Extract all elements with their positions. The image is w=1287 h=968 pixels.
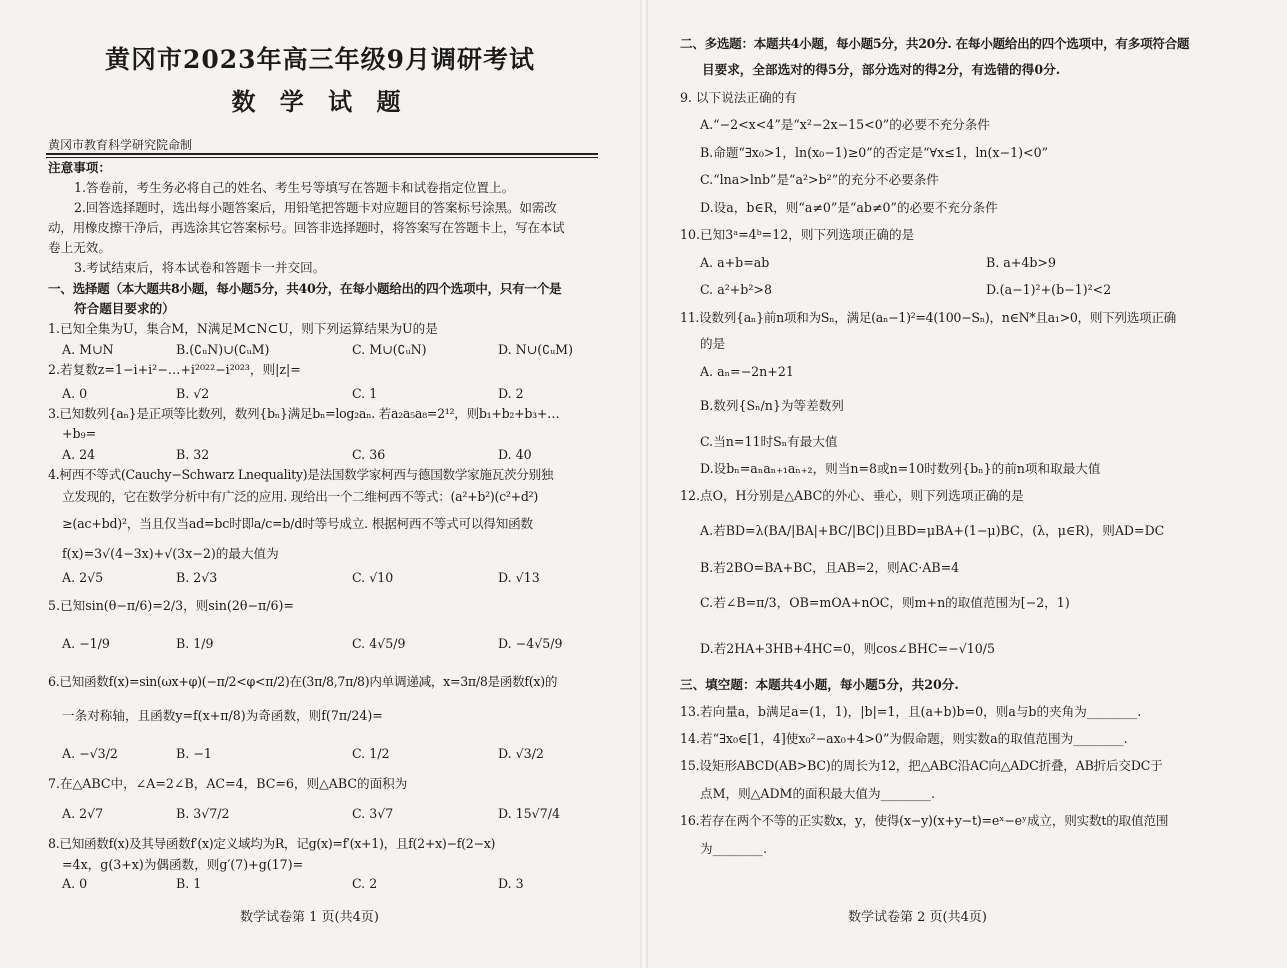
- option-a: A. −√3/2: [62, 746, 118, 761]
- section-heading: 三、填空题：本题共4小题，每小题5分，共20分.: [680, 677, 959, 692]
- notice-heading: 注意事项：: [48, 160, 111, 175]
- option-c: C.“lna>lnb”是“a²>b²”的充分不必要条件: [700, 172, 939, 187]
- question-11: 11.设数列{aₙ}前n项和为Sₙ，满足(aₙ−1)²=4(100−Sₙ)，n∈N*且a₁>0，则下列选项正确: [680, 310, 1176, 325]
- option-b: B.若2BO=BA+BC，且AB=2，则AC·AB=4: [700, 560, 960, 575]
- question-3: 3.已知数列{aₙ}是正项等比数列，数列{bₙ}满足bₙ=log₂aₙ. 若a₂a₅a₈=2¹²，则b₁+b₂+b₃+…: [48, 406, 560, 421]
- option-d: D.设bₙ=aₙaₙ₊₁aₙ₊₂，则当n=8或n=10时数列{bₙ}的前n项和取最大值: [700, 461, 1101, 476]
- option-d: D. 3: [498, 876, 524, 891]
- question-4-cont: 立发现的，它在数学分析中有广泛的应用. 现给出一个二维柯西不等式：(a²+b²)(c²+d²): [62, 489, 538, 504]
- option-b: B.命题“∃x₀>1，ln(x₀−1)≥0”的否定是“∀x≤1，ln(x−1)<0”: [700, 145, 1049, 160]
- option-b: B. 1: [176, 876, 202, 891]
- question-8: 8.已知函数f(x)及其导函数f′(x)定义域均为R，记g(x)=f′(x+1)，且f(2+x)−f(2−x): [48, 836, 496, 851]
- option-a: A. M∪N: [62, 342, 114, 357]
- option-b: B. 32: [176, 447, 210, 462]
- issuer: 黄冈市教育科学研究院命制: [48, 138, 193, 152]
- question-6: 6.已知函数f(x)=sin(ωx+φ)(−π/2<φ<π/2)在(3π/8,7π/8)内单调递减，x=3π/8是函数f(x)的: [48, 674, 558, 689]
- question-6-cont: 一条对称轴，且函数y=f(x+π/8)为奇函数，则f(7π/24)=: [62, 708, 383, 723]
- question-15-cont: 点M，则△ADM的面积最大值为________.: [700, 786, 935, 801]
- option-c: C. 3√7: [352, 806, 394, 821]
- section-heading: 符合题目要求的）: [74, 301, 175, 316]
- question-13: 13.若向量a，b满足a=(1，1)，|b|=1，且(a+b)b=0，则a与b的夹角为________.: [680, 704, 1142, 719]
- page-2: [648, 0, 1287, 968]
- option-c: C.当n=11时Sₙ有最大值: [700, 434, 838, 449]
- option-d: D.设a，b∈R，则“a≠0”是“ab≠0”的必要不充分条件: [700, 200, 998, 215]
- option-c: C. 36: [352, 447, 386, 462]
- divider: [46, 153, 598, 155]
- question-16: 16.若存在两个不等的正实数x，y，使得(x−y)(x+y−t)=eˣ−eʸ成立，则实数t的取值范围: [680, 813, 1169, 828]
- option-d: D.(a−1)²+(b−1)²<2: [986, 282, 1112, 297]
- option-b: B. √2: [176, 386, 210, 401]
- option-d: D. 2: [498, 386, 524, 401]
- option-b: B. 2√3: [176, 570, 218, 585]
- question-12: 12.点O，H分别是△ABC的外心、垂心，则下列选项正确的是: [680, 488, 1024, 503]
- option-c: C. 1: [352, 386, 378, 401]
- section-heading: 二、多选题：本题共4小题，每小题5分，共20分. 在每小题给出的四个选项中，有多项符合题: [680, 36, 1190, 51]
- notice-line: 3.考试结束后，将本试卷和答题卡一并交回。: [74, 260, 326, 275]
- option-d: D. √13: [498, 570, 540, 585]
- option-a: A. aₙ=−2n+21: [700, 364, 794, 379]
- option-c: C. 1/2: [352, 746, 390, 761]
- question-11-cont: 的是: [700, 336, 726, 351]
- page-1: [0, 0, 640, 968]
- question-4: 4.柯西不等式(Cauchy−Schwarz Lnequality)是法国数学家柯西与德国数学家施瓦茨分别独: [48, 467, 554, 482]
- option-c: C.若∠B=π/3，OB=mOA+nOC，则m+n的取值范围为[−2，1): [700, 595, 1070, 610]
- option-b: B. 3√7/2: [176, 806, 230, 821]
- question-8-cont: =4x，g(3+x)为偶函数，则g′(7)+g(17)=: [62, 857, 304, 872]
- option-d: D. N∪(∁ᵤM): [498, 342, 573, 357]
- option-d: D. 40: [498, 447, 532, 462]
- option-a: A. 2√5: [62, 570, 104, 585]
- option-b: B. a+4b>9: [986, 255, 1056, 270]
- option-c: C. 2: [352, 876, 378, 891]
- option-c: C. 4√5/9: [352, 636, 406, 651]
- option-a: A. 0: [62, 386, 88, 401]
- option-b: B.数列{Sₙ/n}为等差数列: [700, 398, 844, 413]
- question-15: 15.设矩形ABCD(AB>BC)的周长为12，把△ABC沿AC向△ADC折叠，AB折后交DC于: [680, 758, 1163, 773]
- page-fold: [640, 0, 648, 968]
- page-footer: 数学试卷第 2 页(共4页): [848, 910, 987, 925]
- section-heading: 目要求，全部选对的得5分，部分选对的得2分，有选错的得0分.: [702, 62, 1061, 77]
- question-16-cont: 为________.: [700, 841, 767, 856]
- option-d: D. −4√5/9: [498, 636, 563, 651]
- option-d: D. 15√7/4: [498, 806, 560, 821]
- divider: [46, 157, 598, 158]
- option-d: D. √3/2: [498, 746, 544, 761]
- notice-line: 1.答卷前，考生务必将自己的姓名、考生号等填写在答题卡和试卷指定位置上。: [74, 180, 515, 195]
- question-7: 7.在△ABC中，∠A=2∠B，AC=4，BC=6，则△ABC的面积为: [48, 776, 408, 791]
- option-a: A. 0: [62, 876, 88, 891]
- notice-line: 卷上无效。: [48, 240, 111, 255]
- question-1: 1.已知全集为U，集合M，N满足M⊂N⊂U，则下列运算结果为U的是: [48, 321, 438, 336]
- notice-line: 动，用橡皮擦干净后，再选涂其它答案标号。回答非选择题时，将答案写在答题卡上，写在本试: [48, 220, 565, 235]
- option-a: A. a+b=ab: [700, 255, 770, 270]
- option-b: B.(∁ᵤN)∪(∁ᵤM): [176, 342, 270, 357]
- question-9: 9. 以下说法正确的有: [680, 90, 797, 105]
- option-a: A. −1/9: [62, 636, 110, 651]
- option-c: C. √10: [352, 570, 394, 585]
- notice-line: 2.回答选择题时，选出每小题答案后，用铅笔把答题卡对应题目的答案标号涂黑。如需改: [74, 200, 557, 215]
- option-b: B. −1: [176, 746, 212, 761]
- question-10: 10.已知3ᵃ=4ᵇ=12，则下列选项正确的是: [680, 227, 915, 242]
- option-a: A.若BD=λ(BA/|BA|+BC/|BC|)且BD=μBA+(1−μ)BC，(λ，μ∈R)，则AD=DC: [700, 523, 1165, 538]
- question-2: 2.若复数z=1−i+i²−…+i²⁰²²−i²⁰²³，则|z|=: [48, 362, 301, 377]
- exam-title: 黄冈市2023年高三年级9月调研考试: [105, 45, 535, 74]
- option-c: C. a²+b²>8: [700, 282, 772, 297]
- option-a: A.“−2<x<4”是“x²−2x−15<0”的必要不充分条件: [700, 117, 990, 132]
- option-b: B. 1/9: [176, 636, 214, 651]
- exam-subject: 数 学 试 题: [231, 87, 409, 116]
- question-4-cont: f(x)=3√(4−3x)+√(3x−2)的最大值为: [62, 546, 279, 561]
- option-a: A. 24: [62, 447, 96, 462]
- page-footer: 数学试卷第 1 页(共4页): [240, 910, 379, 925]
- question-5: 5.已知sin(θ−π/6)=2/3，则sin(2θ−π/6)=: [48, 598, 294, 613]
- question-3-cont: +b₉=: [62, 426, 97, 441]
- question-4-cont: ≥(ac+bd)²，当且仅当ad=bc时即a/c=b/d时等号成立. 根据柯西不等式可以得知函数: [62, 516, 533, 531]
- section-heading: 一、选择题（本大题共8小题，每小题5分，共40分，在每小题给出的四个选项中，只有一个是: [48, 281, 562, 296]
- option-a: A. 2√7: [62, 806, 104, 821]
- option-d: D.若2HA+3HB+4HC=0，则cos∠BHC=−√10/5: [700, 641, 996, 656]
- option-c: C. M∪(∁ᵤN): [352, 342, 427, 357]
- question-14: 14.若“∃x₀∈[1，4]使x₀²−ax₀+4>0”为假命题，则实数a的取值范围为________.: [680, 731, 1128, 746]
